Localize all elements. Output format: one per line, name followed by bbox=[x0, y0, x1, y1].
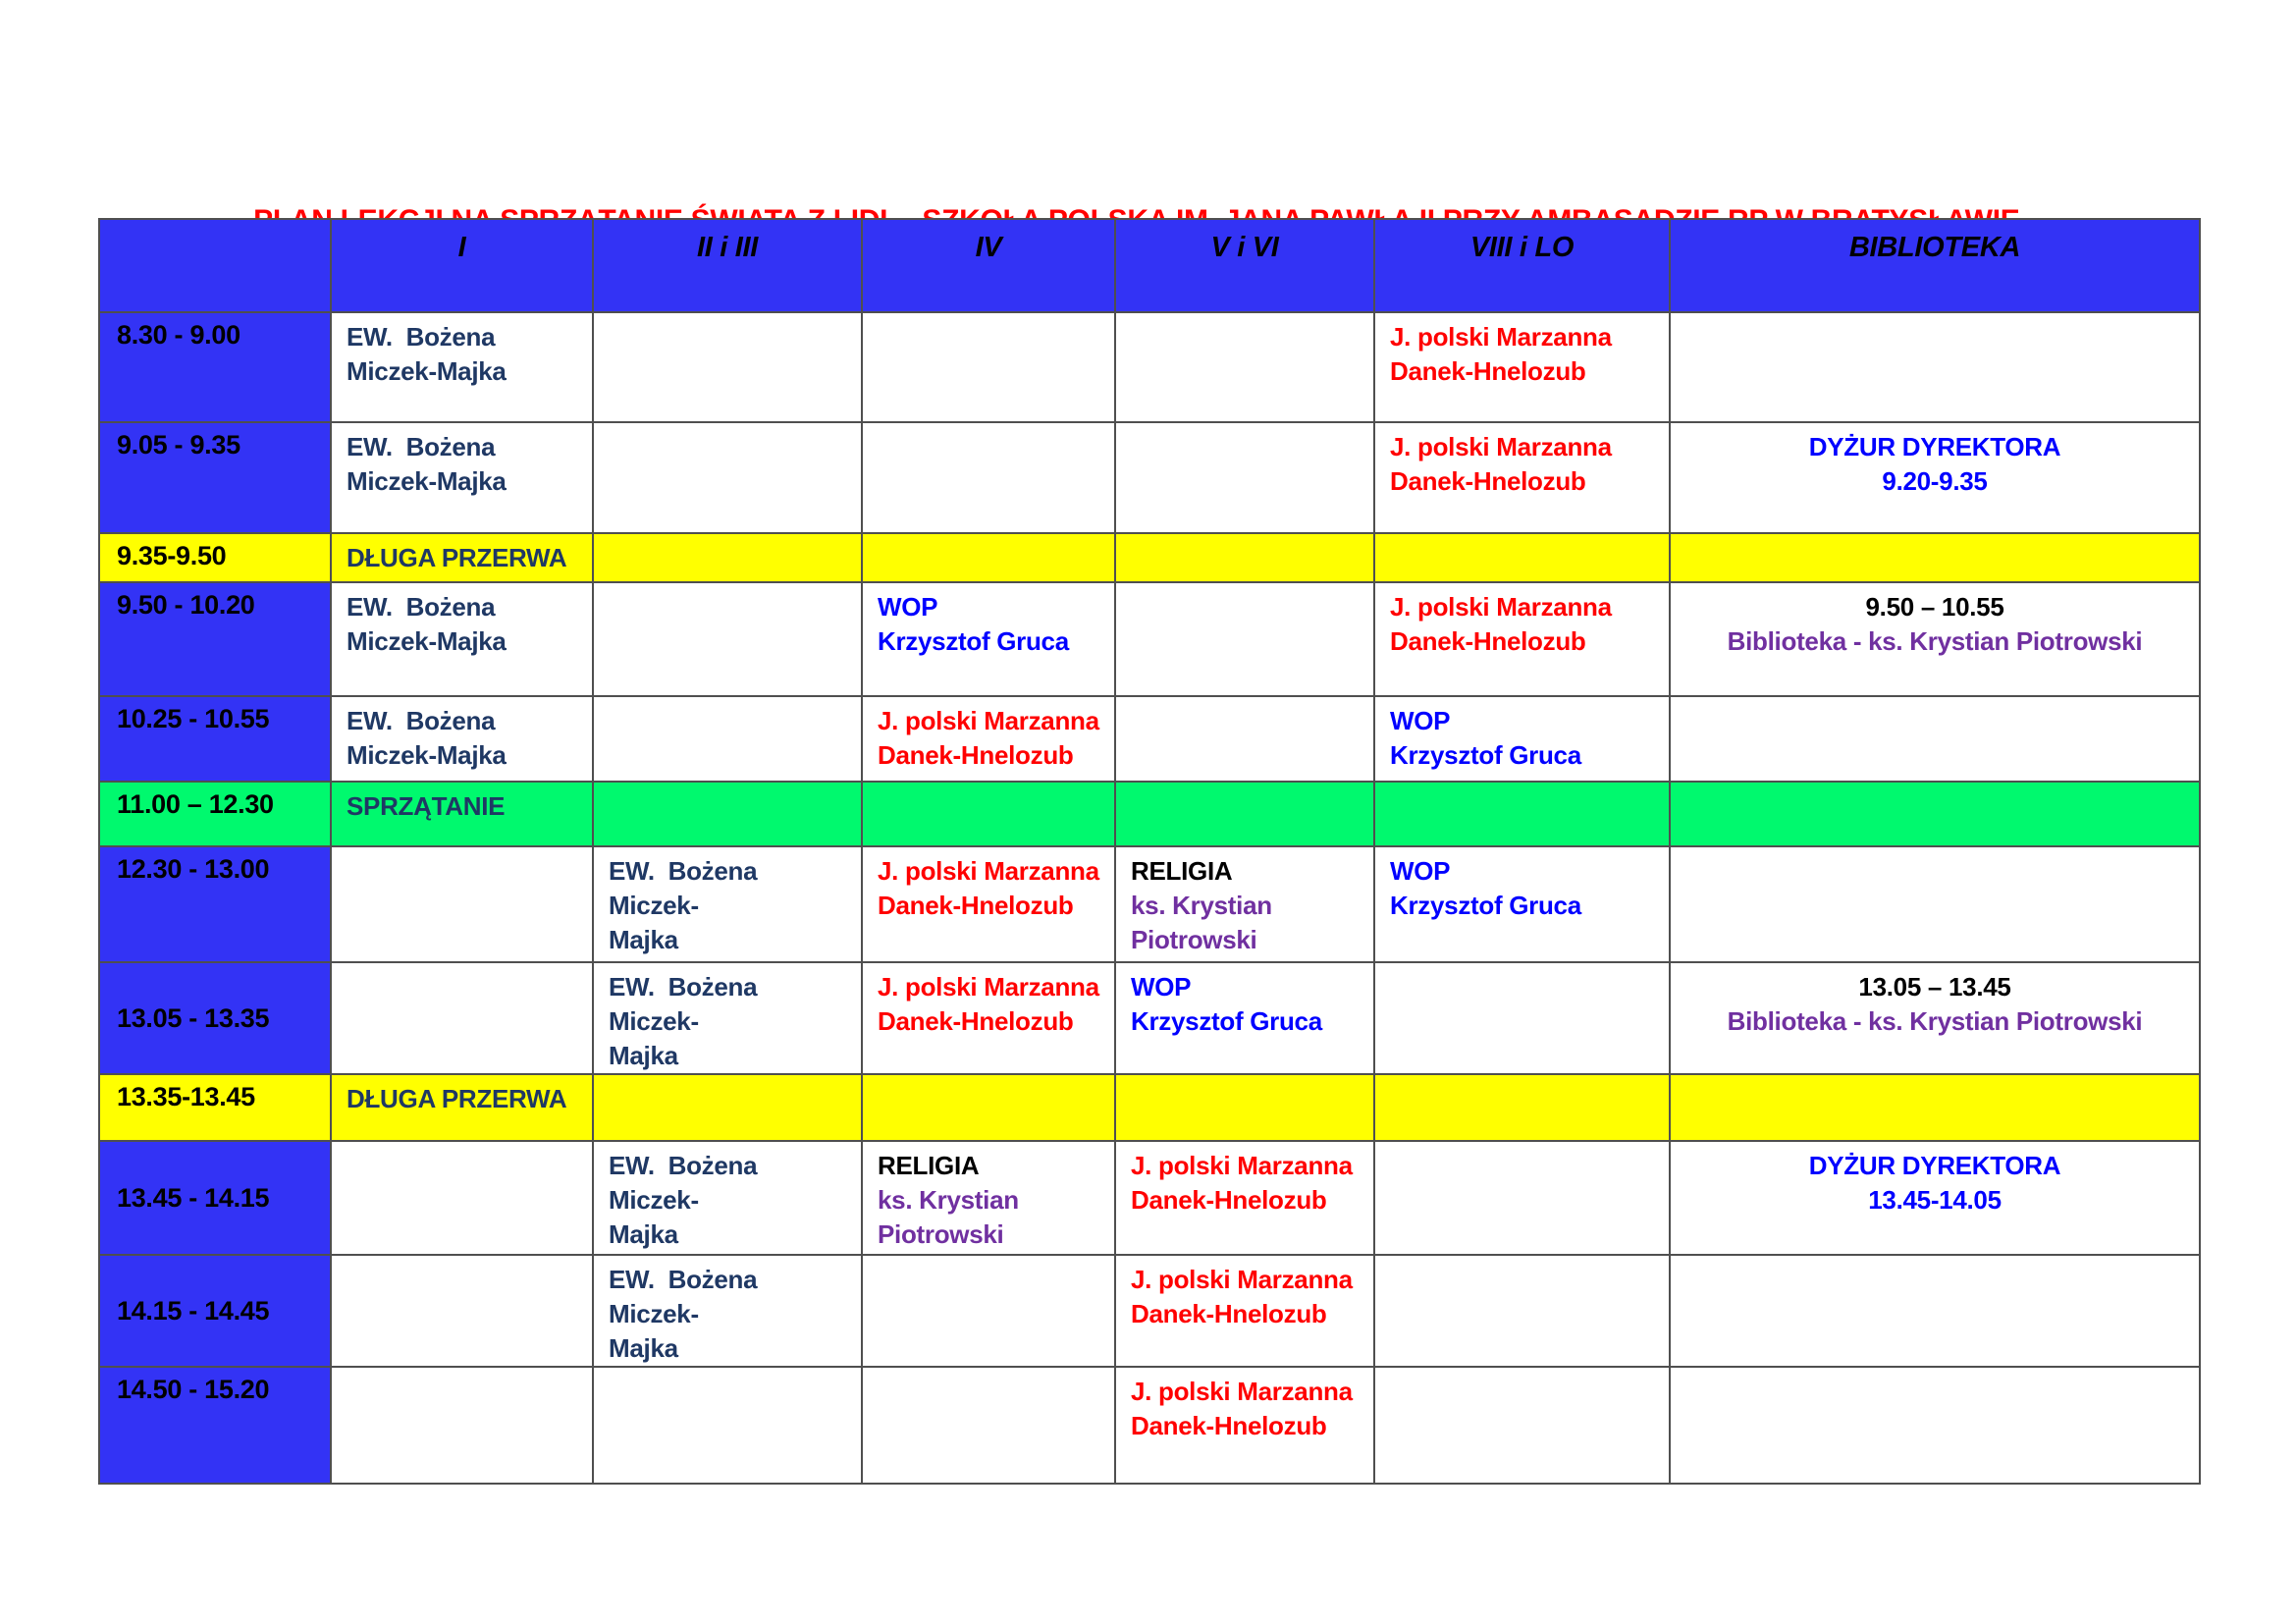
time-cell: 9.35-9.50 bbox=[99, 533, 331, 582]
cell-text-line: WOP bbox=[1131, 972, 1192, 1001]
timetable-row bbox=[99, 782, 2200, 846]
lesson-cell bbox=[1115, 1255, 1374, 1367]
lesson-cell bbox=[1374, 582, 1670, 696]
break-cell bbox=[1115, 533, 1374, 582]
cell-text-line: DYŻUR DYREKTORA bbox=[1808, 432, 2061, 461]
time-cell: 10.25 - 10.55 bbox=[99, 696, 331, 782]
timetable-row bbox=[99, 533, 2200, 582]
lesson-cell bbox=[862, 422, 1115, 533]
lesson-cell bbox=[593, 696, 862, 782]
timetable-row bbox=[99, 696, 2200, 782]
break-cell bbox=[331, 782, 593, 846]
header-class-iv: IV bbox=[862, 219, 1115, 312]
timetable-row bbox=[99, 582, 2200, 696]
lesson-cell bbox=[1670, 1367, 2200, 1484]
cell-text-line: Krzysztof Gruca bbox=[1131, 1006, 1322, 1036]
time-cell: 12.30 - 13.00 bbox=[99, 846, 331, 962]
time-cell: 13.05 - 13.35 bbox=[99, 962, 331, 1074]
cell-text-line: WOP bbox=[1390, 706, 1451, 735]
cell-text-line: Miczek-Majka bbox=[347, 740, 507, 770]
cell-text-line: RELIGIA bbox=[1131, 856, 1233, 886]
cell-text-line: Danek-Hnelozub bbox=[878, 1006, 1074, 1036]
cell-text-line: EW. Bożena Miczek- bbox=[609, 1265, 765, 1328]
time-cell: 9.50 - 10.20 bbox=[99, 582, 331, 696]
lesson-cell bbox=[331, 312, 593, 422]
lesson-cell bbox=[1670, 1255, 2200, 1367]
lesson-cell bbox=[1374, 696, 1670, 782]
lesson-cell bbox=[1374, 1255, 1670, 1367]
break-cell bbox=[1374, 782, 1670, 846]
timetable-row bbox=[99, 962, 2200, 1074]
break-cell bbox=[1374, 1074, 1670, 1141]
cell-text-line: Danek-Hnelozub bbox=[1131, 1185, 1327, 1215]
cell-text-line: EW. Bożena bbox=[347, 432, 496, 461]
timetable bbox=[98, 218, 2201, 1485]
cell-text-line: RELIGIA bbox=[878, 1151, 980, 1180]
lesson-cell bbox=[1115, 1367, 1374, 1484]
cell-text-line: J. polski Marzanna bbox=[1131, 1151, 1353, 1180]
cell-text-line: Krzysztof Gruca bbox=[1390, 891, 1581, 920]
cell-text-line: Miczek-Majka bbox=[347, 626, 507, 656]
cell-text-line: 9.20-9.35 bbox=[1882, 466, 1988, 496]
lesson-cell bbox=[1670, 962, 2200, 1074]
lesson-cell bbox=[862, 1141, 1115, 1255]
lesson-cell bbox=[1374, 846, 1670, 962]
cell-text-line: J. polski Marzanna bbox=[1390, 432, 1612, 461]
lesson-cell bbox=[1670, 422, 2200, 533]
lesson-cell bbox=[1115, 312, 1374, 422]
cell-text-line: EW. Bożena Miczek- bbox=[609, 1151, 765, 1215]
lesson-cell bbox=[331, 696, 593, 782]
lesson-cell bbox=[862, 582, 1115, 696]
break-cell bbox=[862, 533, 1115, 582]
break-cell bbox=[862, 1074, 1115, 1141]
cell-text-line: EW. Bożena Miczek- bbox=[609, 972, 765, 1036]
lesson-cell bbox=[593, 582, 862, 696]
lesson-cell bbox=[593, 962, 862, 1074]
break-cell bbox=[593, 533, 862, 582]
lesson-cell bbox=[331, 1141, 593, 1255]
cell-text-line: DŁUGA PRZERWA bbox=[347, 543, 567, 572]
cell-text-line: Biblioteka - ks. Krystian Piotrowski bbox=[1727, 626, 2143, 656]
cell-text-line: Krzysztof Gruca bbox=[1390, 740, 1581, 770]
lesson-cell bbox=[862, 846, 1115, 962]
cell-text-line: Biblioteka - ks. Krystian Piotrowski bbox=[1727, 1006, 2143, 1036]
break-cell bbox=[593, 782, 862, 846]
lesson-cell bbox=[862, 312, 1115, 422]
cell-text-line: J. polski Marzanna bbox=[878, 972, 1099, 1001]
cell-text-line: J. polski Marzanna bbox=[1390, 592, 1612, 622]
cell-text-line: Danek-Hnelozub bbox=[1131, 1411, 1327, 1440]
time-cell: 9.05 - 9.35 bbox=[99, 422, 331, 533]
cell-text-line: EW. Bożena Miczek- bbox=[609, 856, 765, 920]
timetable-row bbox=[99, 422, 2200, 533]
cell-text-line: 9.50 – 10.55 bbox=[1865, 592, 2004, 622]
lesson-cell bbox=[862, 1367, 1115, 1484]
lesson-cell bbox=[593, 1141, 862, 1255]
cell-text-line: DYŻUR DYREKTORA bbox=[1808, 1151, 2061, 1180]
lesson-cell bbox=[331, 582, 593, 696]
cell-text-line: EW. Bożena bbox=[347, 592, 496, 622]
lesson-cell bbox=[331, 962, 593, 1074]
header-time bbox=[99, 219, 331, 312]
lesson-cell bbox=[1115, 962, 1374, 1074]
time-cell: 14.50 - 15.20 bbox=[99, 1367, 331, 1484]
lesson-cell bbox=[593, 846, 862, 962]
timetable-row bbox=[99, 1074, 2200, 1141]
cell-text-line: EW. Bożena bbox=[347, 706, 496, 735]
lesson-cell bbox=[1374, 1367, 1670, 1484]
cell-text-line: ks. Krystian bbox=[878, 1185, 1019, 1215]
cell-text-line: J. polski Marzanna bbox=[1131, 1265, 1353, 1294]
break-cell bbox=[1670, 782, 2200, 846]
lesson-cell bbox=[593, 1255, 862, 1367]
break-cell bbox=[331, 1074, 593, 1141]
cell-text-line: 13.45-14.05 bbox=[1868, 1185, 2002, 1215]
lesson-cell bbox=[1670, 312, 2200, 422]
cell-text-line: Danek-Hnelozub bbox=[1390, 466, 1586, 496]
timetable-row bbox=[99, 846, 2200, 962]
lesson-cell bbox=[331, 422, 593, 533]
time-cell: 13.35-13.45 bbox=[99, 1074, 331, 1141]
lesson-cell bbox=[862, 696, 1115, 782]
timetable-row bbox=[99, 1255, 2200, 1367]
lesson-cell bbox=[593, 1367, 862, 1484]
cell-text-line: Majka bbox=[609, 925, 678, 954]
lesson-cell bbox=[1374, 1141, 1670, 1255]
lesson-cell bbox=[1670, 1141, 2200, 1255]
lesson-cell bbox=[593, 422, 862, 533]
lesson-cell bbox=[331, 1255, 593, 1367]
lesson-cell bbox=[862, 1255, 1115, 1367]
lesson-cell bbox=[331, 846, 593, 962]
lesson-cell bbox=[331, 1367, 593, 1484]
break-cell bbox=[862, 782, 1115, 846]
break-cell bbox=[1115, 782, 1374, 846]
cell-text-line: WOP bbox=[1390, 856, 1451, 886]
timetable-row bbox=[99, 312, 2200, 422]
time-cell: 11.00 – 12.30 bbox=[99, 782, 331, 846]
lesson-cell bbox=[1374, 962, 1670, 1074]
header-row bbox=[99, 219, 2200, 312]
cell-text-line: Piotrowski bbox=[1131, 925, 1257, 954]
header-biblioteka: BIBLIOTEKA bbox=[1670, 219, 2200, 312]
cell-text-line: J. polski Marzanna bbox=[878, 856, 1099, 886]
cell-text-line: Danek-Hnelozub bbox=[1131, 1299, 1327, 1328]
cell-text-line: J. polski Marzanna bbox=[1131, 1377, 1353, 1406]
lesson-cell bbox=[1115, 582, 1374, 696]
cell-text-line: Miczek-Majka bbox=[347, 356, 507, 386]
time-cell: 8.30 - 9.00 bbox=[99, 312, 331, 422]
lesson-cell bbox=[1115, 1141, 1374, 1255]
cell-text-line: Danek-Hnelozub bbox=[1390, 356, 1586, 386]
lesson-cell bbox=[1115, 696, 1374, 782]
time-cell: 13.45 - 14.15 bbox=[99, 1141, 331, 1255]
break-cell bbox=[331, 533, 593, 582]
cell-text-line: Majka bbox=[609, 1219, 678, 1249]
break-cell bbox=[1670, 1074, 2200, 1141]
break-cell bbox=[1670, 533, 2200, 582]
cell-text-line: ks. Krystian bbox=[1131, 891, 1272, 920]
cell-text-line: Danek-Hnelozub bbox=[878, 740, 1074, 770]
break-cell bbox=[1374, 533, 1670, 582]
cell-text-line: J. polski Marzanna bbox=[878, 706, 1099, 735]
cell-text-line: Krzysztof Gruca bbox=[878, 626, 1069, 656]
timetable-row bbox=[99, 1367, 2200, 1484]
break-cell bbox=[593, 1074, 862, 1141]
lesson-cell bbox=[593, 312, 862, 422]
time-cell: 14.15 - 14.45 bbox=[99, 1255, 331, 1367]
cell-text-line: WOP bbox=[878, 592, 938, 622]
lesson-cell bbox=[1670, 696, 2200, 782]
lesson-cell bbox=[1374, 312, 1670, 422]
lesson-cell bbox=[1115, 846, 1374, 962]
timetable-row bbox=[99, 1141, 2200, 1255]
cell-text-line: J. polski Marzanna bbox=[1390, 322, 1612, 352]
lesson-cell bbox=[1374, 422, 1670, 533]
cell-text-line: 13.05 – 13.45 bbox=[1858, 972, 2011, 1001]
cell-text-line: Danek-Hnelozub bbox=[878, 891, 1074, 920]
header-class-i: I bbox=[331, 219, 593, 312]
lesson-cell bbox=[862, 962, 1115, 1074]
lesson-cell bbox=[1670, 582, 2200, 696]
header-class-viii-lo: VIII i LO bbox=[1374, 219, 1670, 312]
cell-text-line: Danek-Hnelozub bbox=[1390, 626, 1586, 656]
cell-text-line: Majka bbox=[609, 1333, 678, 1363]
cell-text-line: Piotrowski bbox=[878, 1219, 1004, 1249]
cell-text-line: SPRZĄTANIE bbox=[347, 791, 506, 821]
break-cell bbox=[1115, 1074, 1374, 1141]
cell-text-line: Miczek-Majka bbox=[347, 466, 507, 496]
lesson-cell bbox=[1670, 846, 2200, 962]
cell-text-line: DŁUGA PRZERWA bbox=[347, 1084, 567, 1113]
header-class-ii-iii: II i III bbox=[593, 219, 862, 312]
cell-text-line: Majka bbox=[609, 1041, 678, 1070]
cell-text-line: EW. Bożena bbox=[347, 322, 496, 352]
lesson-cell bbox=[1115, 422, 1374, 533]
header-class-v-vi: V i VI bbox=[1115, 219, 1374, 312]
